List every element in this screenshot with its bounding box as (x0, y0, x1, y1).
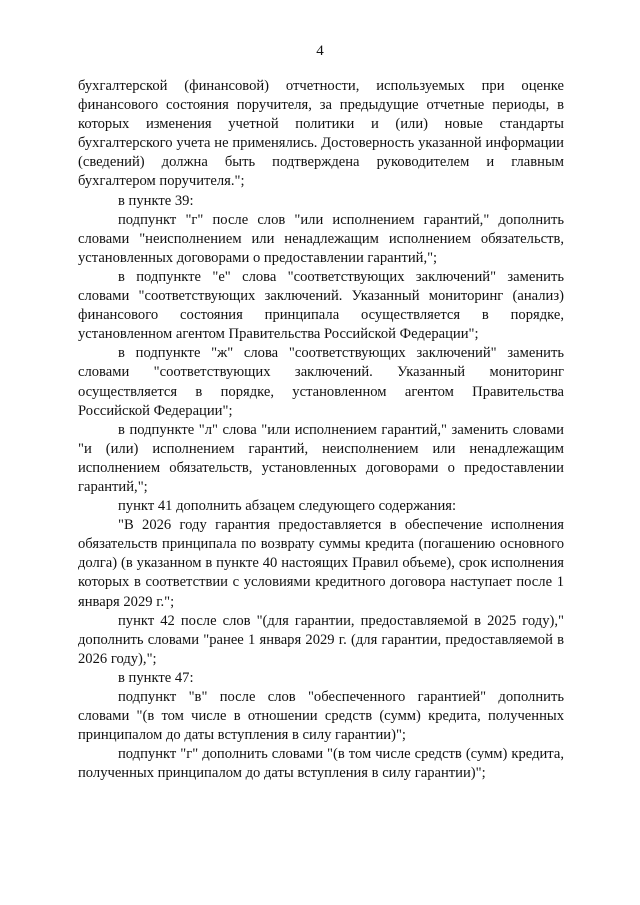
paragraph-subitem-v: подпункт "в" после слов "обеспеченного гарантией" дополнить словами "(в том числе в отношении средств (сумм) кредита, полученных принципалом до даты вступления в силу гарантии)"; (78, 689, 564, 744)
paragraph-subitem-l: в подпункте "л" слова "или исполнением гарантий," заменить словами "и (или) исполнением гарантий, неисполнением или ненадлежащим исполнением обязательств, установленных договорами о предоставлении гарантий,"; (78, 421, 564, 495)
paragraph-continuation: бухгалтерской (финансовой) отчетности, используемых при оценке финансового состояния поручителя, за предыдущие отчетные периоды, в которых изменения учетной политики и (или) новые стандарты бухгалтерского учета не применялись. Достоверность указанной информации (сведений) должна быть подтверждена руководителем и главным бухгалтером поручителя."; (78, 78, 564, 190)
paragraph-item-47: в пункте 47: (118, 669, 194, 686)
document-body (78, 77, 564, 783)
paragraph-item-39: в пункте 39: (118, 192, 194, 209)
paragraph-item-42: пункт 42 после слов "(для гарантии, предоставляемой в 2025 году)," дополнить словами "ранее 1 января 2029 г. (для гарантии, предоставляемой в 2026 году),"; (78, 612, 564, 667)
paragraph-subitem-g-47: подпункт "г" дополнить словами "(в том числе средств (сумм) кредита, полученных принципалом до даты вступления в силу гарантии)"; (78, 746, 564, 782)
paragraph-quote-2026: "В 2026 году гарантия предоставляется в обеспечение исполнения обязательств принципала по возврату суммы кредита (погашению основного долга) (в указанном в пункте 40 настоящих Правил объеме), срок исполнения которых в соответствии с условиями кредитного договора наступает после 1 января 2029 г."; (78, 517, 564, 610)
paragraph-subitem-zh: в подпункте "ж" слова "соответствующих заключений" заменить словами "соответствующих заключений. Указанный мониторинг осуществляется в порядке, установленном агентом Правительства Российской Федерации"; (78, 345, 564, 419)
paragraph-subitem-g: подпункт "г" после слов "или исполнением гарантий," дополнить словами "неисполнением или ненадлежащим исполнением обязательств, установленных договорами о предоставлении гарантий,"; (78, 211, 564, 266)
page-number: 4 (316, 43, 324, 59)
paragraph-item-41: пункт 41 дополнить абзацем следующего содержания: (118, 498, 457, 515)
paragraph-subitem-e: в подпункте "е" слова "соответствующих заключений" заменить словами "соответствующих заключений. Указанный мониторинг (анализ) финансового состояния принципала осуществляется в порядке, установленном агентом Правительства Российской Федерации"; (78, 268, 564, 343)
